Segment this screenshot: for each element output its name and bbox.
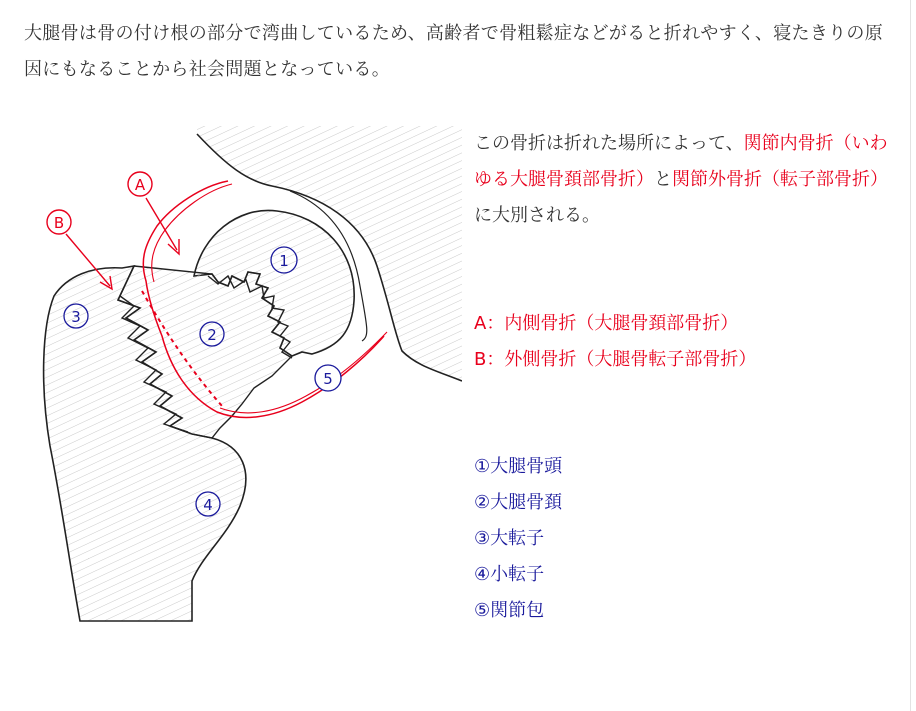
svg-text:1: 1 [279, 252, 289, 270]
part-joint-capsule: ⑤関節包 [474, 600, 545, 621]
svg-text:5: 5 [323, 370, 333, 388]
femur-fracture-illustration [22, 126, 462, 626]
medial-fracture-term: 関節内骨折（いわゆる大腿骨頚部骨折） [474, 133, 888, 190]
desc-tail: に大別される。 [474, 205, 600, 226]
label-a-marker [128, 172, 179, 254]
label-b-text: B [53, 214, 65, 232]
fracture-type-a: A：内側骨折（大腿骨頚部骨折） [474, 313, 739, 334]
svg-text:3: 3 [71, 308, 81, 326]
fracture-type-legend [474, 306, 894, 378]
part-greater-trochanter: ③大転子 [474, 528, 545, 549]
desc-and: と [654, 169, 672, 190]
part-femoral-head: ①大腿骨頭 [474, 456, 563, 477]
page-edge-divider [910, 0, 911, 711]
lateral-fracture-term: 関節外骨折（転子部骨折） [672, 169, 888, 190]
part-lesser-trochanter: ④小転子 [474, 564, 545, 585]
svg-text:2: 2 [207, 326, 217, 344]
anatomy-parts-legend [474, 449, 774, 629]
part-femoral-neck: ②大腿骨頚 [474, 492, 563, 513]
label-a-text: A [134, 176, 146, 194]
fracture-type-b: B：外側骨折（大腿骨転子部骨折） [474, 349, 757, 370]
intro-paragraph: 大腿骨は骨の付け根の部分で湾曲しているため、高齢者で骨粗鬆症などがると折れやすく、寝たきりの原因にもなることから社会問題となっている。 [24, 23, 884, 80]
svg-text:4: 4 [203, 496, 213, 514]
marker-5 [315, 365, 341, 391]
desc-lead: この骨折は折れた場所によって、 [474, 133, 744, 154]
fracture-classification-text [474, 126, 894, 234]
